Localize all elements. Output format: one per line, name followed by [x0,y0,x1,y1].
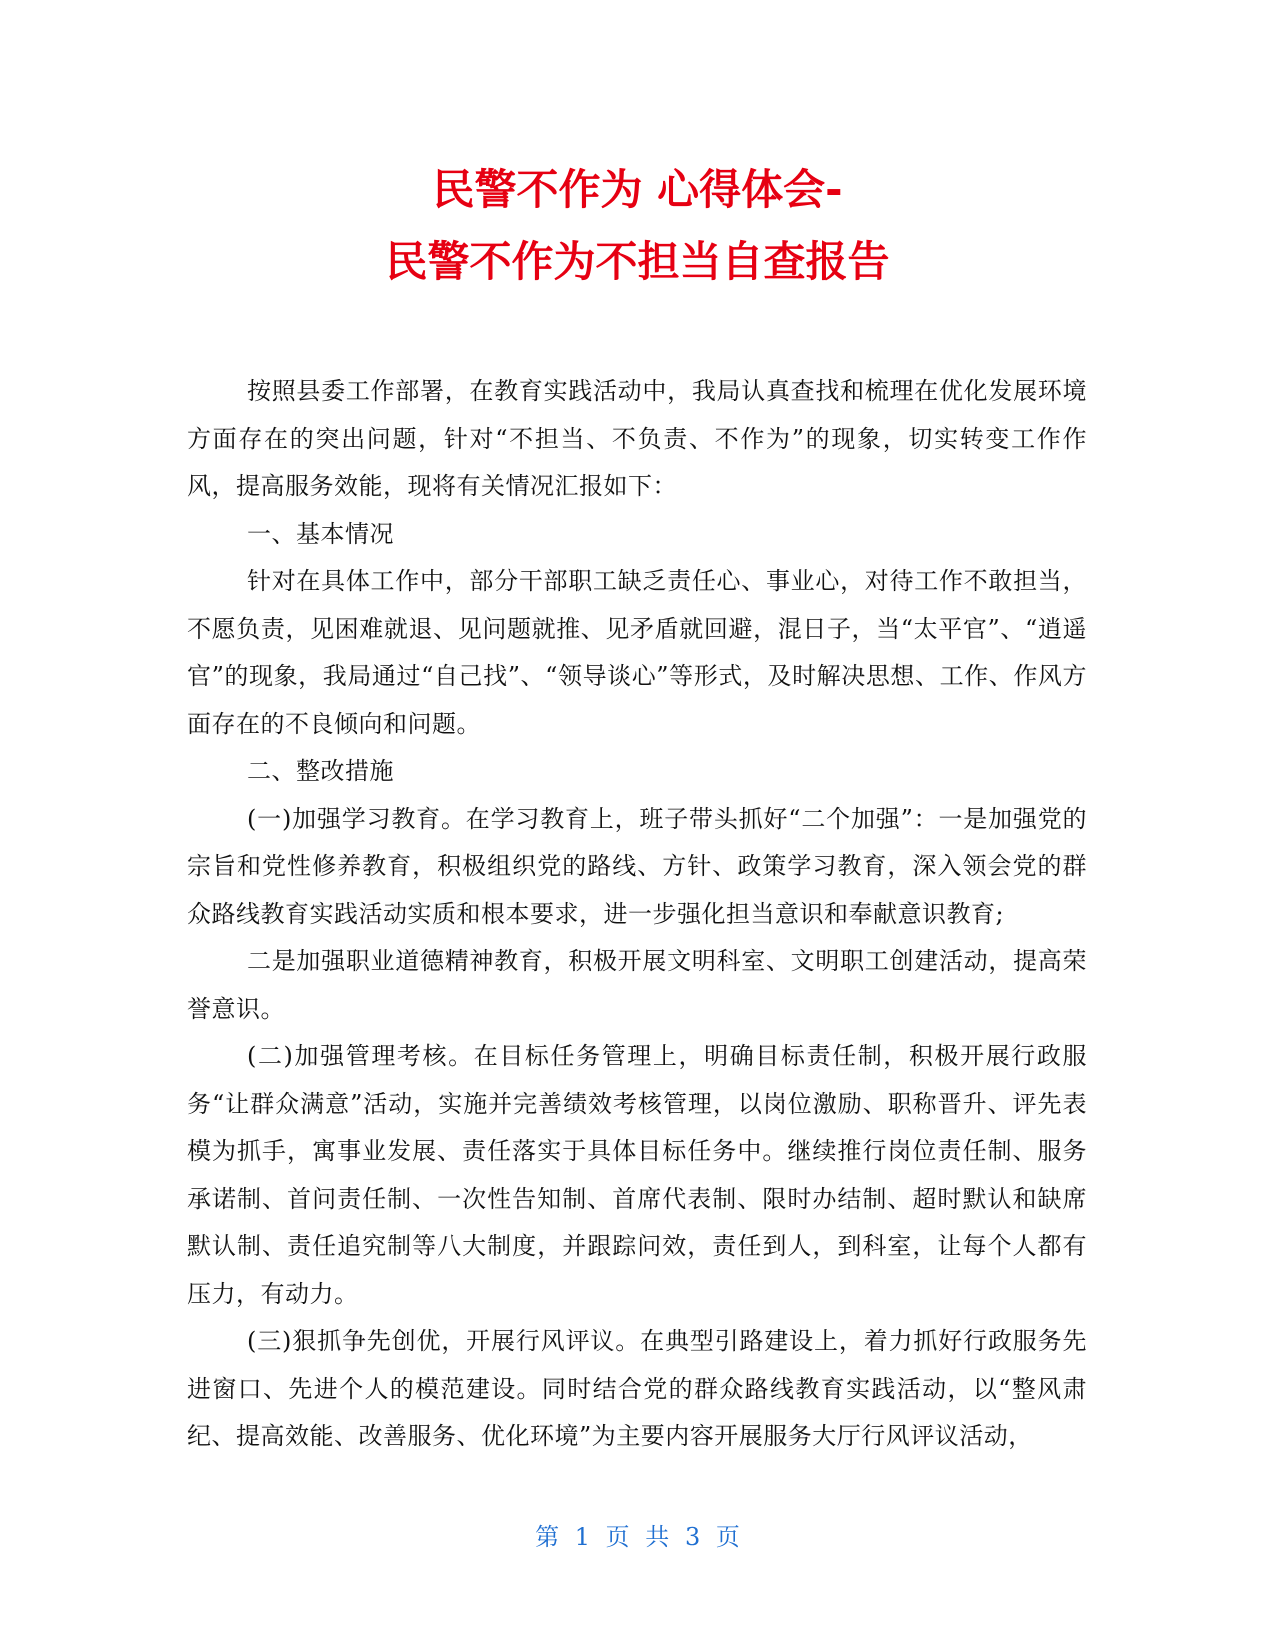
paragraph-study-education: (一)加强学习教育。在学习教育上，班子带头抓好“二个加强”：一是加强党的宗旨和党性修养教育，积极组织党的路线、方针、政策学习教育，深入领会党的群众路线教育实践活动实质和根本要求，进一步强化担当意识和奉献意识教育; [187,804,1087,928]
paragraph-basic-situation: 针对在具体工作中，部分干部职工缺乏责任心、事业心，对待工作不敢担当，不愿负责，见困难就退、见问题就推、见矛盾就回避，混日子，当“太平官”、“逍遥官”的现象，我局通过“自己找”、“领导谈心”等形式，及时解决思想、工作、作风方面存在的不良倾向和问题。 [187,567,1087,738]
paragraph-professional-ethics: 二是加强职业道德精神教育，积极开展文明科室、文明职工创建活动，提高荣誉意识。 [187,947,1087,1023]
section-heading-rectification: 二、整改措施 [247,757,394,785]
page-number-footer: 第 1 页 共 3 页 [535,1523,740,1551]
section-heading-basic-situation: 一、基本情况 [247,519,394,548]
paragraph-management-assessment: (二)加强管理考核。在目标任务管理上，明确目标责任制，积极开展行政服务“让群众满意”活动，实施并完善绩效考核管理，以岗位激励、职称晋升、评先表模为抓手，寓事业发展、责任落实于具体目标任务中。继续推行岗位责任制、服务承诺制、首问责任制、一次性告知制、首席代表制、限时办结制、超时默认和缺席默认制、责任追究制等八大制度，并跟踪问效，责任到人，到科室，让每个人都有压力，有动力。 [187,1042,1087,1308]
document-body [187,368,1087,1461]
paragraph-intro: 按照县委工作部署，在教育实践活动中，我局认真查找和梳理在优化发展环境方面存在的突出问题，针对“不担当、不负责、不作为”的现象，切实转变工作作风，提高服务效能，现将有关情况汇报如下： [187,377,1087,500]
paragraph-excellence-evaluation: (三)狠抓争先创优，开展行风评议。在典型引路建设上，着力抓好行政服务先进窗口、先进个人的模范建设。同时结合党的群众路线教育实践活动，以“整风肃纪、提高效能、改善服务、优化环境”为主要内容开展服务大厅行风评议活动， [187,1327,1087,1450]
document-title-line-1: 民警不作为 心得体会- [432,165,843,214]
document-title-line-2: 民警不作为不担当自查报告 [385,237,890,286]
